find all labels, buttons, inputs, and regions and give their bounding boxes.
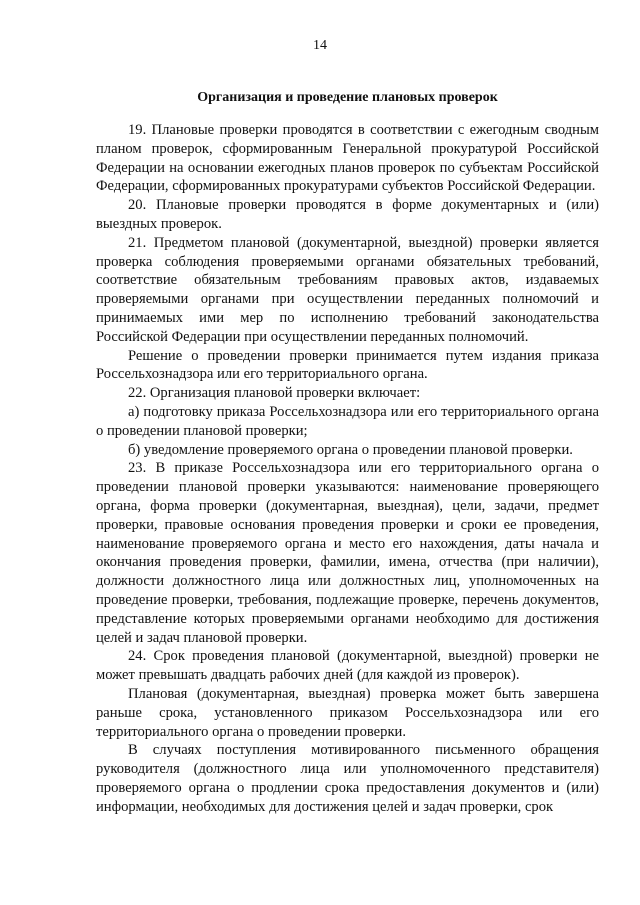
paragraph-22a: а) подготовку приказа Россельхознадзора или его территориального органа о проведении плановой проверки; (96, 403, 599, 439)
paragraph-decision: Решение о проведении проверки принимается путем издания приказа Россельхознадзора или его территориального органа. (96, 347, 599, 383)
paragraph-19: 19. Плановые проверки проводятся в соответствии с ежегодным сводным планом проверок, сформированным Генеральной прокуратурой Российской Федерации на основании ежегодных планов проверок по субъектам Российской Федерации, сформированных прокуратурами субъектов Российской Федерации. (96, 122, 599, 195)
paragraph-early-completion: Плановая (документарная, выездная) проверка может быть завершена раньше срока, установленного приказом Россельхознадзора или его территориального органа о проведении проверки. (96, 685, 599, 740)
page-number: 14 (313, 38, 327, 53)
body-text (96, 121, 599, 816)
paragraph-22: 22. Организация плановой проверки включает: (128, 385, 421, 402)
paragraph-21: 21. Предметом плановой (документарной, выездной) проверки является проверка соблюдения проверяемыми органами обязательных требований, соответствие обязательным требованиям правовых актов, издаваемых проверяемыми органами при осуществлении переданных полномочий и принимаемых ими мер по исполнению требований законодательства Российской Федерации при осуществлении переданных полномочий. (96, 234, 599, 345)
paragraph-22b: б) уведомление проверяемого органа о проведении плановой проверки. (128, 441, 573, 458)
section-heading: Организация и проведение плановых проверок (197, 90, 498, 105)
paragraph-23: 23. В приказе Россельхознадзора или его территориального органа о проведении плановой проверки указываются: наименование проверяющего органа, форма проверки (документарная, выездная), цели, задачи, предмет проверки, правовые основания проведения проверки и сроки ее проведения, наименование проверяемого органа и место его нахождения, даты начала и окончания проведения проверки, фамилии, имена, отчества (при наличии), должности должностного лица или должностных лиц, уполномоченных на проведение проверки, требования, подлежащие проверке, перечень документов, представление которых проверяемыми органами необходимо для достижения целей и задач плановой проверки. (96, 460, 599, 646)
paragraph-extension: В случаях поступления мотивированного письменного обращения руководителя (должностного лица или уполномоченного представителя) проверяемого органа о продлении срока предоставления документов и (или) информации, необходимых для достижения целей и задач проверки, срок (96, 742, 599, 815)
paragraph-24: 24. Срок проведения плановой (документарной, выездной) проверки не может превышать двадцать рабочих дней (для каждой из проверок). (96, 648, 599, 684)
paragraph-20: 20. Плановые проверки проводятся в форме документарных и (или) выездных проверок. (96, 197, 599, 232)
